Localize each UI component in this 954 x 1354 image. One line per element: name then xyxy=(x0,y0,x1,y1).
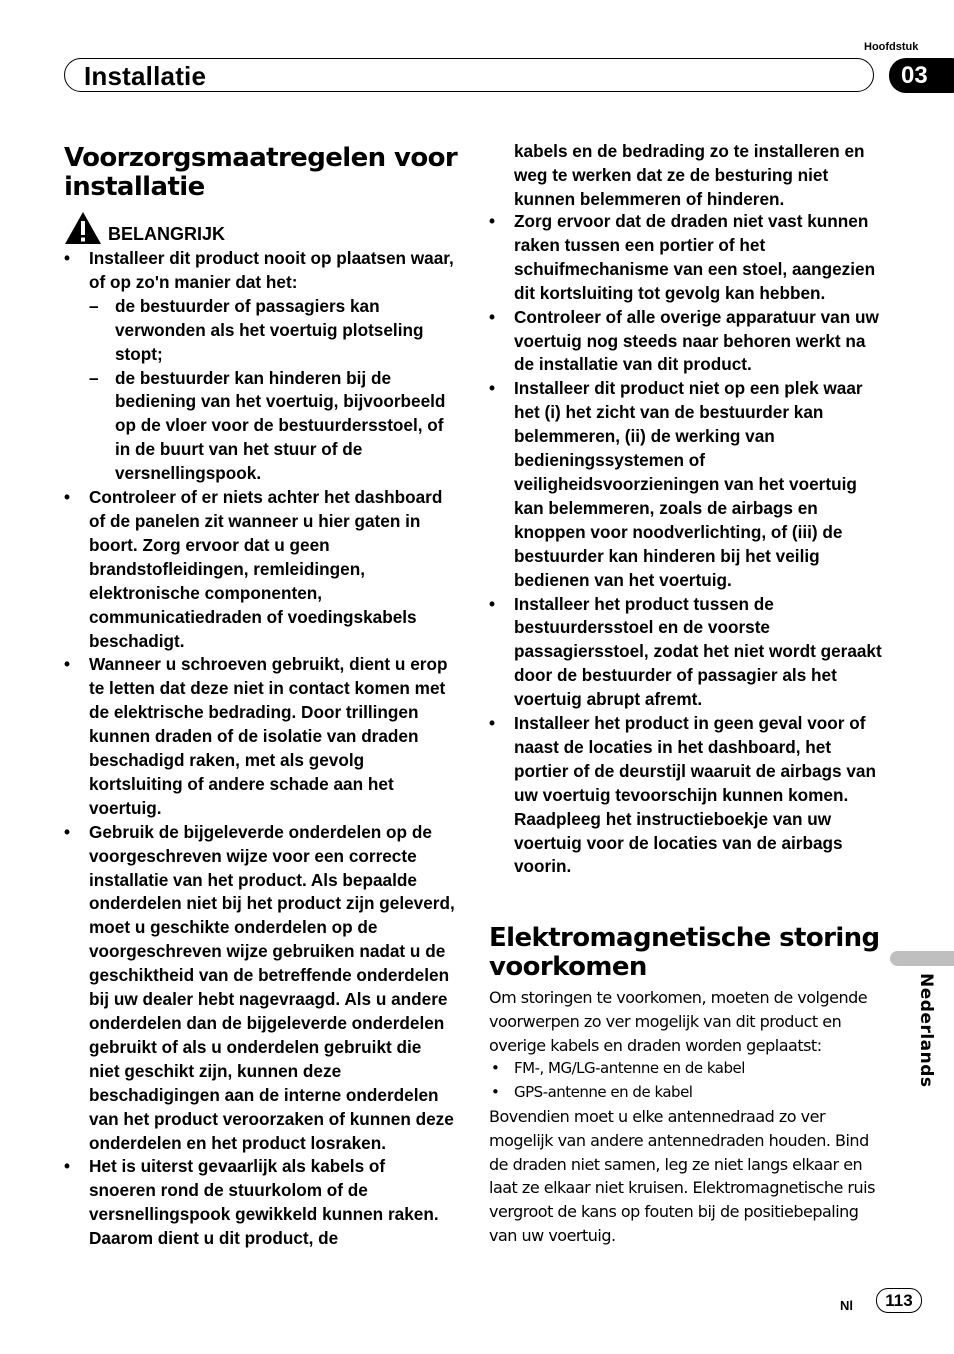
em-list-item: • GPS-antenne en de kabel xyxy=(489,1081,889,1105)
precautions-list xyxy=(64,247,456,1251)
chapter-label: Hoofdstuk xyxy=(864,41,919,53)
page-number: 113 xyxy=(876,1288,922,1313)
heading-precautions: Voorzorgsmaatregelen voor installatie xyxy=(64,143,458,202)
em-outro-text: Bovendien moet u elke antennedraad zo ver mogelijk van andere antennedraden houden. Bind de draden niet samen, leg ze niet langs elkaar en laat ze elkaar niet kruisen. Elektromagnetische ruis vergroot de kans op fouten bij de positiebepaling van uw voertuig. xyxy=(489,1106,875,1245)
language-label: Nederlands xyxy=(916,973,936,1088)
important-label: BELANGRIJK xyxy=(108,224,226,244)
list-item: • Installeer het product in geen geval voor of naast de locaties in het dashboard, het portier of de deurstijl waaruit de airbags van uw voertuig tevoorschijn kunnen komen. Raadpleeg het instructieboekje van uw voertuig voor de locaties van de airbags voorin. xyxy=(489,712,886,879)
list-item: • Gebruik de bijgeleverde onderdelen op de voorgeschreven wijze voor een correcte installatie van het product. Als bepaalde onderdelen niet bij het product zijn geleverd, moet u geschikte onderdelen op de voorgeschreven wijze gebruiken nadat u de geschiktheid van de betreffende onderdelen bij uw dealer hebt nagevraagd. Als u andere onderdelen dan de bijgeleverde onderdelen gebruikt of als u onderdelen gebruikt die niet geschikt zijn, kunnen deze beschadigingen aan de interne onderdelen van het product veroorzaken of kunnen deze onderdelen en het product losraken. xyxy=(64,821,456,1156)
list-item: • Zorg ervoor dat de draden niet vast kunnen raken tussen een portier of het schuifmechanisme van een stoel, aangezien dit kortsluiting tot gevolg kan hebben. xyxy=(489,210,886,306)
list-item: • Controleer of alle overige apparatuur van uw voertuig nog steeds naar behoren werkt na de installatie van dit product. xyxy=(489,306,886,378)
em-intro-text: Om storingen te voorkomen, moeten de volgende voorwerpen zo ver mogelijk van dit product en overige kabels en draden worden geplaatst: xyxy=(489,988,868,1055)
em-list-item: • FM-, MG/LG-antenne en de kabel xyxy=(489,1057,889,1081)
precautions-list-continued xyxy=(489,210,886,879)
list-item xyxy=(64,247,456,486)
list-item: • Controleer of er niets achter het dashboard of de panelen zit wanneer u hier gaten in boort. Zorg ervoor dat u geen brandstofleidingen, remleidingen, elektronische componenten, communicatiedraden of voedingskabels beschadigt. xyxy=(64,486,456,653)
list-item: • Wanneer u schroeven gebruikt, dient u erop te letten dat deze niet in contact komen met de elektrische bedrading. Door trillingen kunnen draden of de isolatie van draden beschadigd raken, met als gevolg kortsluiting of andere schade aan het voertuig. xyxy=(64,653,456,820)
sub-list-item: – de bestuurder of passagiers kan verwonden als het voertuig plotseling stopt; xyxy=(89,295,456,367)
list-item-text: Installeer dit product nooit op plaatsen waar, of op zo'n manier dat het: xyxy=(89,248,454,292)
list-item: • Installeer dit product niet op een plek waar het (i) het zicht van de bestuurder kan belemmeren, (ii) de werking van bedieningssystemen of veiligheidsvoorzieningen van het voertuig kan belemmeren, zoals de airbags en knoppen voor noodverlichting, of (iii) de bestuurder kan hinderen bij het veilig bedienen van het voertuig. xyxy=(489,377,886,592)
continuation-text: kabels en de bedrading zo te installeren en weg te werken dat ze de besturing niet kunnen belemmeren of hinderen. xyxy=(514,141,865,209)
list-item: • Installeer het product tussen de bestuurdersstoel en de voorste passagiersstoel, zodat het niet wordt geraakt door de bestuurder of passagier als het voertuig abrupt afremt. xyxy=(489,593,886,713)
electromagnetic-section xyxy=(489,986,889,1248)
list-item: • Het is uiterst gevaarlijk als kabels of snoeren rond de stuurkolom of de versnellingspook gewikkeld kunnen raken. Daarom dient u dit product, de xyxy=(64,1155,456,1251)
warning-triangle-icon xyxy=(64,211,102,250)
heading-electromagnetic: Elektromagnetische storing voorkomen xyxy=(489,923,880,982)
language-side-tab xyxy=(890,951,954,966)
language-code: Nl xyxy=(840,1298,853,1313)
sub-list-item: – de bestuurder kan hinderen bij de bediening van het voertuig, bijvoorbeeld op de vloer voor de bestuurdersstoel, of in de buurt van het stuur of de versnellingspook. xyxy=(89,367,456,487)
section-title: Installatie xyxy=(84,61,207,91)
chapter-number-badge: 03 xyxy=(889,58,954,93)
